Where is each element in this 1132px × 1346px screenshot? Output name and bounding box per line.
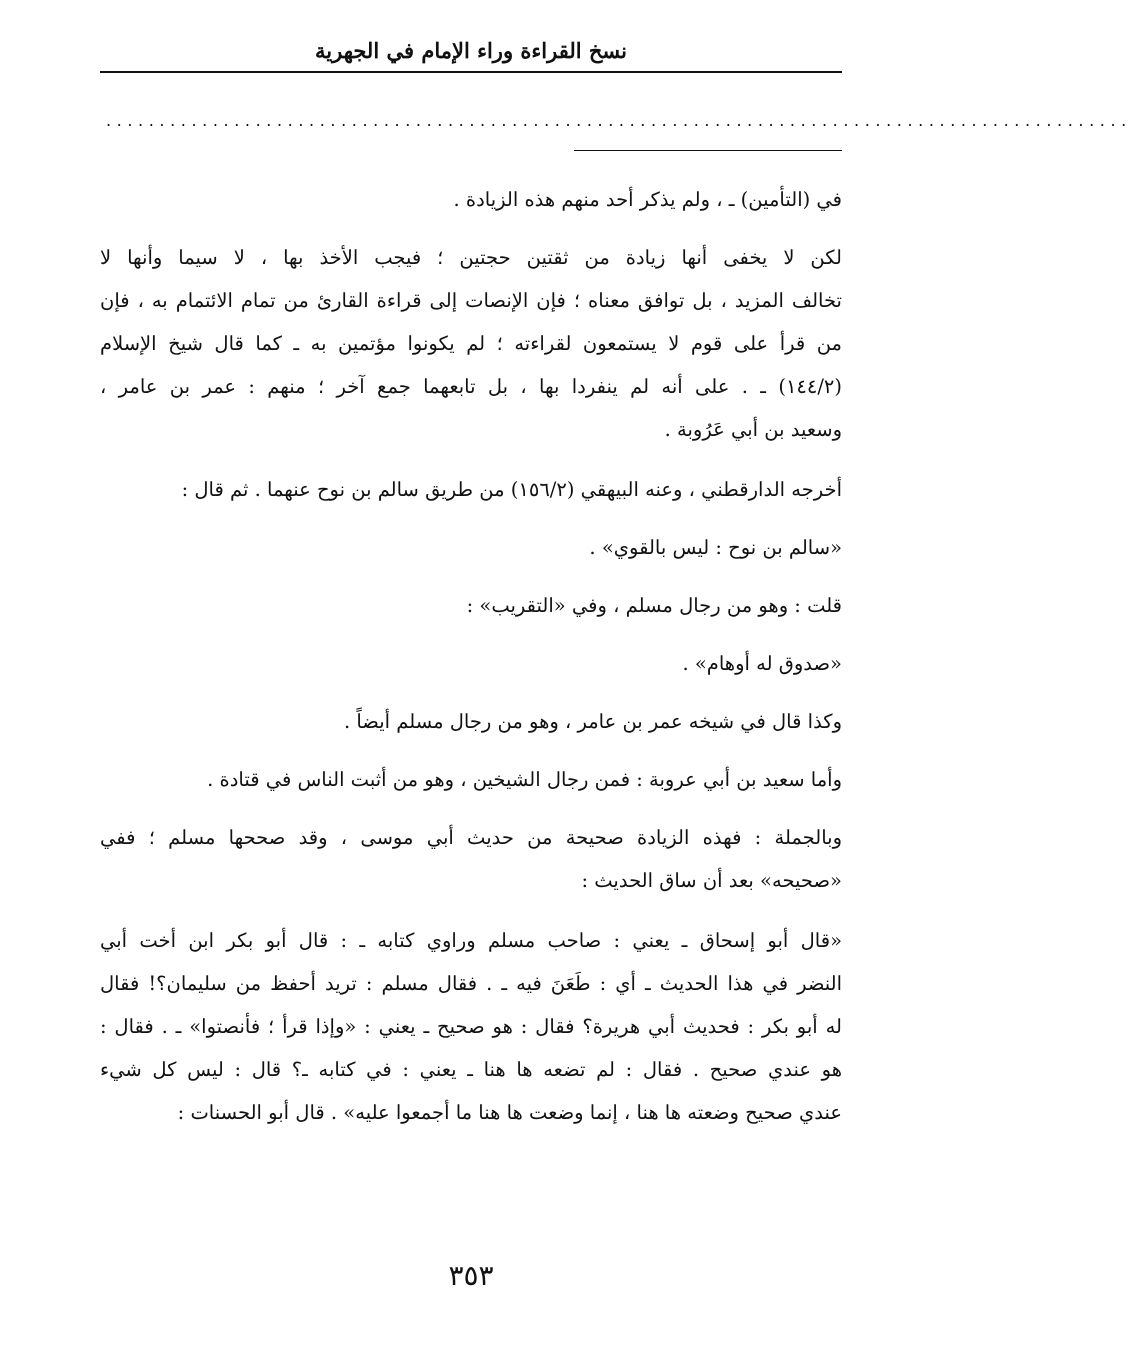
paragraph-6 bbox=[100, 642, 842, 685]
text-line: وكذا قال في شيخه عمر بن عامر ، وهو من رجال مسلم أيضاً . bbox=[343, 710, 842, 733]
paragraph-10-quote bbox=[100, 919, 842, 1134]
text-line: هو عندي صحيح . فقال : لم تضعه ها هنا ـ يعني : في كتابه ـ؟ قال : ليس كل شيء bbox=[100, 1058, 842, 1081]
text-line: لكن لا يخفى أنها زيادة من ثقتين حجتين ؛ فيجب الأخذ بها ، لا سيما وأنها لا bbox=[100, 246, 842, 269]
text-line: قلت : وهو من رجال مسلم ، وفي «التقريب» : bbox=[466, 594, 842, 617]
paragraph-4 bbox=[100, 526, 842, 569]
paragraph-2 bbox=[100, 236, 842, 451]
text-line: وأما سعيد بن أبي عروبة : فمن رجال الشيخين ، وهو من أثبت الناس في قتادة . bbox=[207, 768, 842, 791]
text-line: (١٤٤/٢) ـ . على أنه لم ينفردا بها ، بل تابعهما جمع آخر ؛ منهم : عمر بن عامر ، bbox=[100, 375, 843, 398]
paragraph-9 bbox=[100, 816, 842, 902]
page-number: ٣٥٣ bbox=[448, 1259, 494, 1292]
text-line: في (التأمين) ـ ، ولم يذكر أحد منهم هذه الزيادة . bbox=[453, 188, 842, 211]
text-line: له أبو بكر : فحديث أبي هريرة؟ فقال : هو صحيح ـ يعني : «وإذا قرأ ؛ فأنصتوا» ـ . فقال : bbox=[100, 1015, 842, 1038]
paragraph-3 bbox=[100, 468, 842, 511]
text-line: «سالم بن نوح : ليس بالقوي» . bbox=[589, 536, 842, 559]
text-line: «صدوق له أوهام» . bbox=[682, 652, 842, 675]
text-line: وسعيد بن أبي عَرُوبة . bbox=[664, 418, 842, 441]
text-line: «قال أبو إسحاق ـ يعني : صاحب مسلم وراوي كتابه ـ : قال أبو بكر ابن أخت أبي bbox=[100, 929, 842, 952]
text-line: عندي صحيح وضعته ها هنا ، إنما وضعت ها هنا ما أجمعوا عليه» . قال أبو الحسنات : bbox=[177, 1101, 842, 1124]
text-line: وبالجملة : فهذه الزيادة صحيحة من حديث أبي موسى ، وقد صححها مسلم ؛ ففي bbox=[100, 826, 842, 849]
main-text bbox=[100, 178, 842, 1134]
paragraph-8 bbox=[100, 758, 842, 801]
paragraph-5 bbox=[100, 584, 842, 627]
footnote-rule bbox=[574, 150, 842, 151]
paragraph-1 bbox=[100, 178, 842, 221]
text-line: النضر في هذا الحديث ـ أي : طَعَنَ فيه ـ . فقال مسلم : تريد أحفظ من سليمان؟! فقال bbox=[100, 972, 842, 995]
text-line: من قرأ على قوم لا يستمعون لقراءته ؛ لم يكونوا مؤتمين به ـ كما قال شيخ الإسلام bbox=[100, 332, 842, 355]
text-line: تخالف المزيد ، بل توافق معناه ؛ فإن الإنصات إلى قراءة القارئ من تمام الائتمام به ، فإن bbox=[100, 289, 842, 312]
dotted-separator: ................................................................................................ bbox=[106, 111, 1132, 130]
text-line: أخرجه الدارقطني ، وعنه البيهقي (١٥٦/٢) من طريق سالم بن نوح عنهما . ثم قال : bbox=[181, 478, 842, 501]
running-title: نسخ القراءة وراء الإمام في الجهرية bbox=[315, 38, 627, 63]
text-line: «صحيحه» بعد أن ساق الحديث : bbox=[581, 869, 842, 892]
header-rule bbox=[100, 71, 842, 73]
paragraph-7 bbox=[100, 700, 842, 743]
